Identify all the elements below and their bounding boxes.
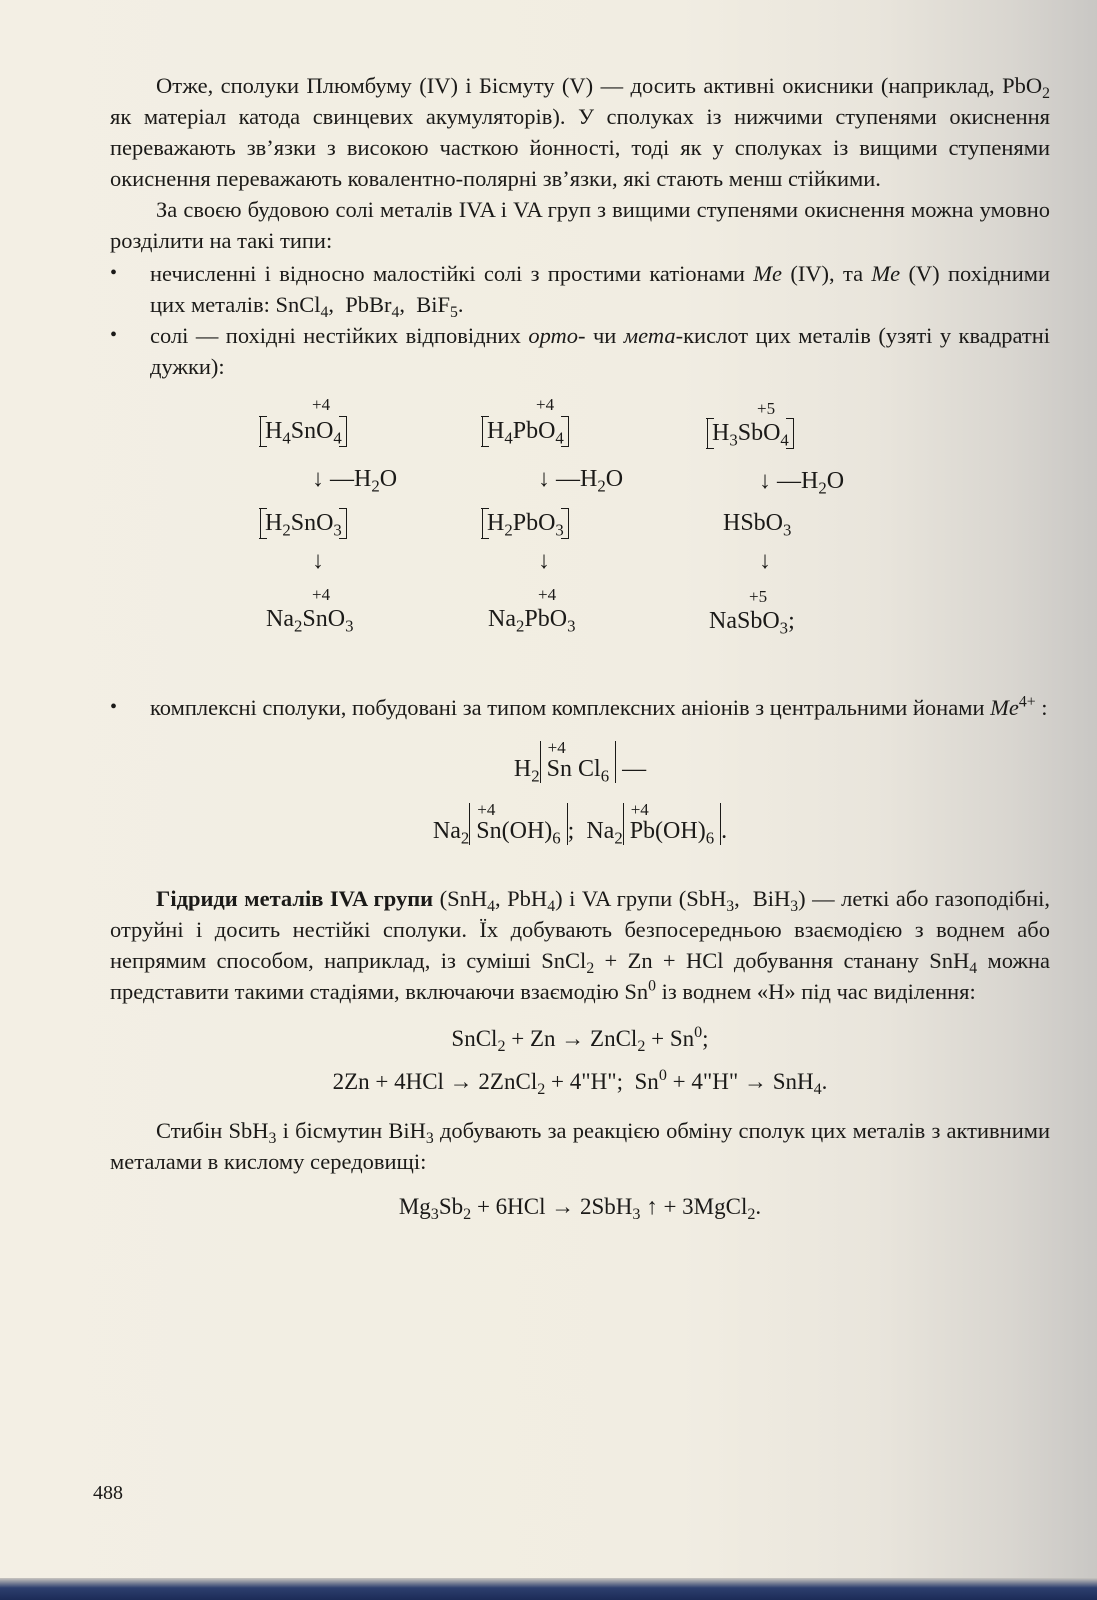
equation-mg3sb2: $Mg_3Sb_2 + 6HCl \to 2SbH_3$ ↑ + 3MgCl$_2$. [398, 1194, 762, 1224]
formula-pbo2: PbO$_2$ [1002, 73, 1050, 103]
equation-sncl2-zn: SnCl$_2$ + Zn → ZnCl$_2$ + $Sn^0$; [451, 1024, 709, 1056]
equation-zn-hcl: 2Zn + 4HCl → 2ZnCl$_2$ + 4"H"; $Sn^0$ + 4"H" → SnH$_4$. [332, 1067, 828, 1099]
formula-h2sncl6: $H_2$ +4 Sn $Cl_6$ — [513, 738, 647, 786]
formula-hydroxo-complexes: $Na_2$ +4 $Sn(OH)_6$ ; $Na_2$ +4 $Pb(OH)_6$ . [432, 800, 728, 848]
paragraph-hydrides: Гідриди металів IVA групи (SnH$_4$, PbH$_4$) і VA групи (SbH$_3$, BiH$_3$) — леткі або газоподібні, отруйні і досить нестійкі сполуки. Їх добувають безпосередньою взаємодією з воднем або непрямим способом, наприклад, із суміші SnCl$_2$ + Zn + HCl добування станану SnH$_4$ можна представити такими стадіями, включаючи взаємодію Sn$^0$ із воднем «Н» під час виділення: [110, 886, 1050, 1004]
complex-formulas [110, 738, 1050, 865]
paragraph-salt-types: За своєю будовою солі металів IVA і VA груп з вищими ступенями окиснення можна умовно розділити на такі типи: [110, 197, 1050, 253]
list-item: • нечисленні і відносно малостійкі солі з простими катіонами Me (IV), та Me (V) похідними цих металів: SnCl$_4$, PbBr$_4$, BiF$_5$. [110, 258, 1050, 320]
scan-bottom-band [0, 1578, 1097, 1600]
list-item: • солі — похідні нестійких відповідних орто- чи мета-кислот цих металів (узяті у квадратні дужки): [110, 320, 1050, 382]
list-item: • комплексні сполуки, побудовані за типом комплексних аніонів з центральними йонами $Me^{4+}$ : [110, 692, 1050, 723]
page-number: 488 [93, 1482, 123, 1504]
acid-scheme: +4 $H_4SnO_4$ ↓ $—H_2O$ $H_2SnO_3$ ↓ +4 $Na_2SnO_3$ +4 $H_4PbO_4$ ↓ $—H_2O$ $H_2PbO_3$ ↓ +4 $Na_2PbO_3$ +5 $H_3SbO_4$ ↓ $—H_2O$ HSbO$_3$ ↓ +5 NaSbO$_3$; [110, 396, 1050, 686]
paragraph-stibine: Стибін SbH$_3$ і бісмутин BiH$_3$ добувають за реакцією обміну сполук цих металів з активними металами в кислому середовищі: [110, 1118, 1051, 1174]
paragraph-oxidizers: Отже, сполуки Плюмбуму (IV) і Бісмуту (V) — досить активні окисники (наприклад, PbO$_2$ як матеріал катода свинцевих акумуляторів). У сполуках із нижчими ступенями окиснення переважають зв’язки з високою часткою йонності, тоді як у сполуках із вищими ступенями окиснення переважають ковалентно-полярні зв’язки, які стають менш стійкими. [110, 73, 1050, 191]
salt-types-list [110, 258, 1050, 382]
complex-list [110, 692, 1050, 723]
page-content [110, 70, 1050, 1234]
